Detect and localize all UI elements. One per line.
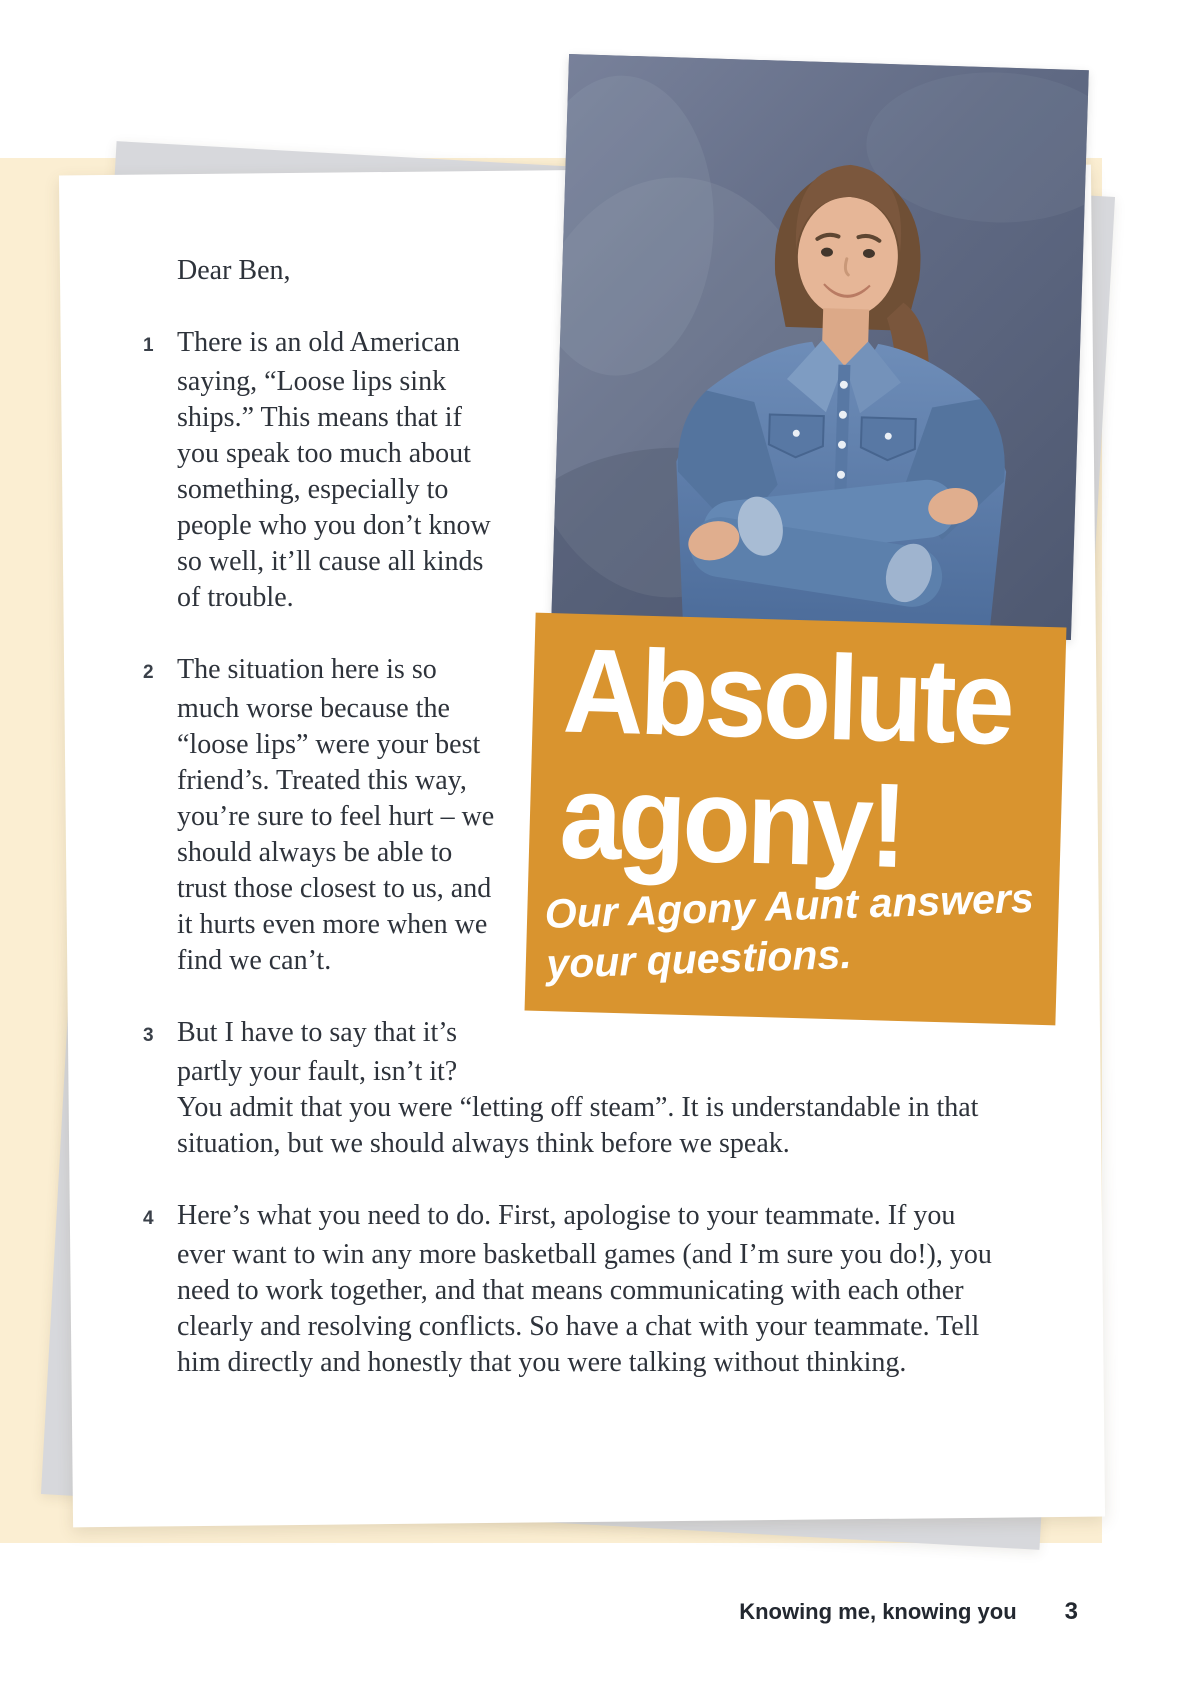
paragraph-number-4: 4 — [143, 1208, 154, 1229]
paragraph-text-1: There is an old American saying, “Loose lips sink ships.” This means that if you speak too much about something, especially to people who you don’t know so well, it’ll cause all kinds of trouble. — [177, 327, 491, 613]
letter-text — [143, 253, 998, 1417]
paragraph-text-2: The situation here is so much worse because the “loose lips” were your best friend’s. Treated this way, you’re sure to feel hurt – we should always be able to trust those closest to us, and it hurts even more when we find we can’t. — [177, 654, 495, 976]
paragraph-text-3: But I have to say that it’s partly your fault, isn’t it? You admit that you were “letting off steam”. It is understandable in that situation, but we should always think before we speak. — [177, 1017, 979, 1159]
paragraph-number-3: 3 — [143, 1025, 154, 1046]
page-footer — [0, 1598, 1078, 1628]
banner-title-line2: agony! — [558, 749, 906, 893]
letter-salutation: Dear Ben, — [177, 255, 291, 286]
banner-subtitle: Our Agony Aunt answers your questions. — [544, 874, 1035, 987]
letter-paragraph-4 — [143, 1198, 998, 1381]
banner-title-line1: Absolute — [561, 623, 1013, 770]
paragraph-number-2: 2 — [143, 662, 154, 683]
paragraph-number-1: 1 — [143, 335, 154, 356]
photo-wrap-spacer — [505, 253, 998, 1072]
paragraph-text-4: Here’s what you need to do. First, apologise to your teammate. If you ever want to win any more basketball games (and I’m sure you do!), you need to work together, and that means communicating with each other clearly and resolving conflicts. So have a chat with your teammate. Tell him directly and honestly that you were talking without thinking. — [177, 1200, 992, 1378]
page-number: 3 — [1064, 1598, 1078, 1625]
footer-section-title: Knowing me, knowing you — [739, 1599, 1017, 1624]
